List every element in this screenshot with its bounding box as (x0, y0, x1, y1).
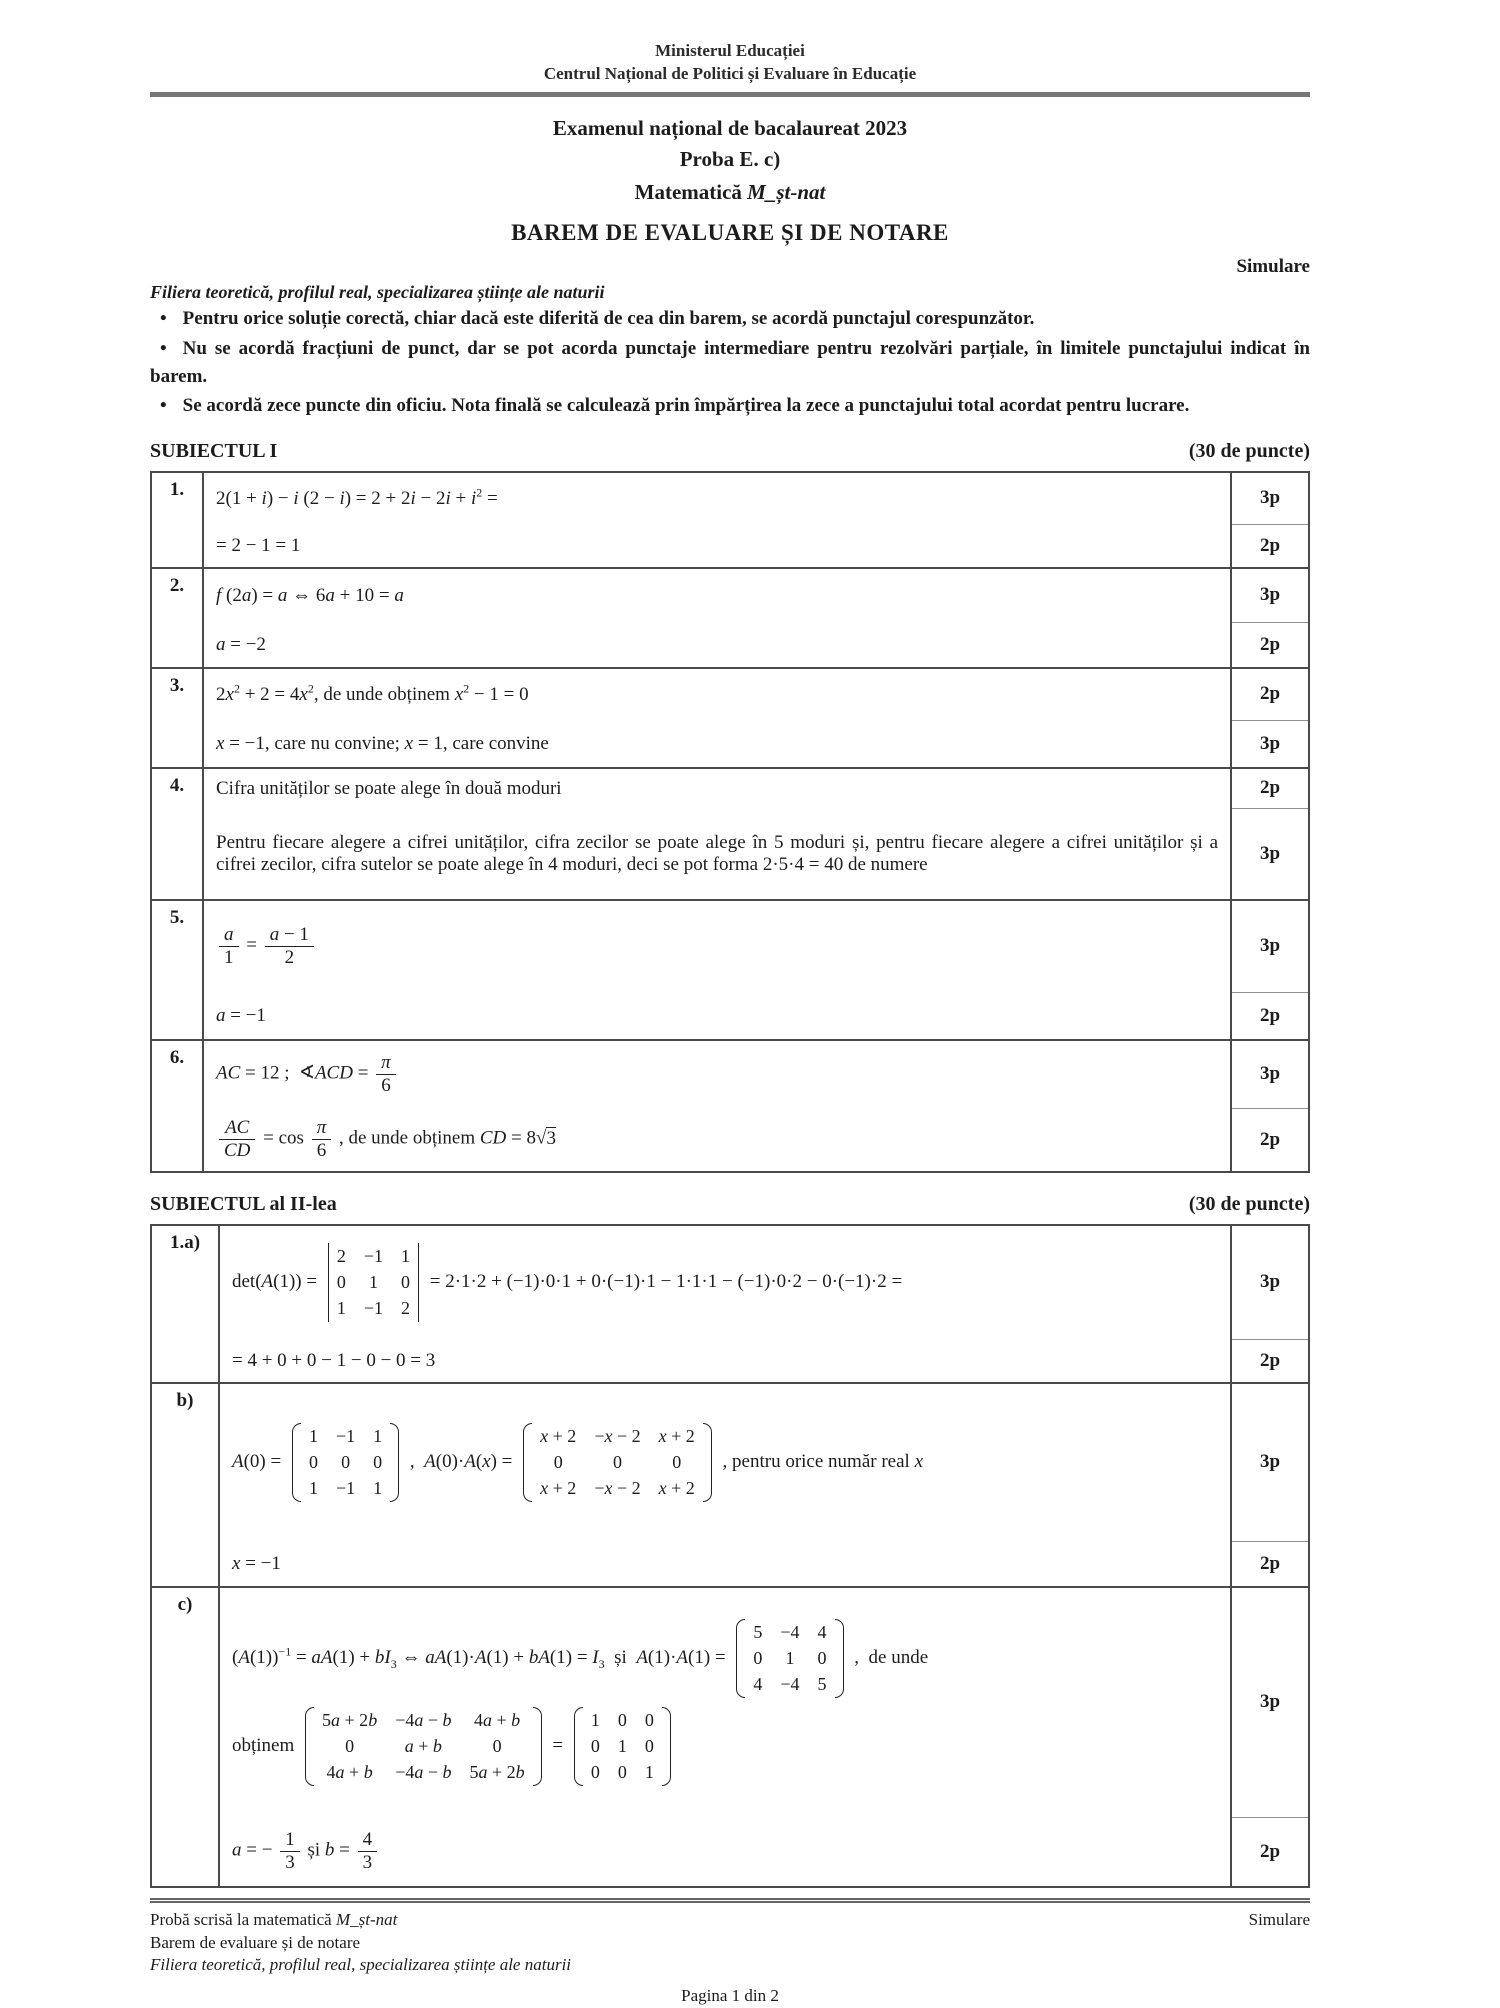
instruction-item (150, 305, 1310, 333)
section-2-points: (30 de puncte) (1188, 1192, 1310, 1215)
matrix-cell: −x − 2 (594, 1478, 641, 1499)
points-cell: 3p (1231, 472, 1309, 525)
paren-left (574, 1707, 583, 1786)
paren-right (533, 1707, 542, 1786)
points-cell: 3p (1231, 1383, 1309, 1542)
matrix-cell: 1 (785, 1648, 795, 1669)
section-2-title: SUBIECTUL al II-lea (150, 1192, 337, 1215)
solution-line: Pentru fiecare alegere a cifrei unităților, cifra zecilor se poate alege în 5 moduri și, pentru fiecare alegere a cifrei unităților și a cifrei zecilor, cifra sutelor se poate alege în 4 moduri, deci se pot forma 2·5·4 = 40 de numere (216, 831, 1218, 875)
instruction-item (150, 335, 1310, 390)
matrix-cell: 5 (753, 1622, 763, 1643)
fraction: $\frac{\pi}{6}$ (376, 1052, 396, 1097)
instruction-item (150, 392, 1310, 420)
ministry-line-2: Centrul Național de Politici și Evaluare în Educație (543, 63, 917, 83)
page-title: BAREM DE EVALUARE ȘI DE NOTARE (511, 220, 949, 246)
matrix-cell: 0 (617, 1762, 627, 1783)
problem-number: 5. (151, 900, 203, 1040)
matrix-cell: 5a + 2b (469, 1762, 525, 1783)
det-bar (418, 1243, 419, 1322)
matrix-cell: 1 (590, 1710, 600, 1731)
scoring-row (151, 993, 1309, 1040)
formula-line (232, 1617, 1218, 1700)
matrix-cell: −4 (780, 1674, 800, 1695)
formula-line (232, 1705, 1218, 1788)
matrix-cell: 0 (590, 1736, 600, 1757)
session-label: Simulare (1236, 256, 1310, 278)
scoring-row (151, 1340, 1309, 1383)
paren-left (305, 1707, 314, 1786)
matrix-cell: 0 (817, 1648, 827, 1669)
points-cell: 2p (1231, 525, 1309, 568)
solution-line: x = −1, care nu convine; x = 1, care convine (216, 732, 549, 754)
scoring-row (151, 1818, 1309, 1887)
solution-line (203, 1040, 1231, 1109)
matrix-cell: 0 (644, 1736, 654, 1757)
solution-line (219, 1818, 1231, 1887)
ministry-header (150, 40, 1310, 86)
matrix-cell: 0 (345, 1736, 355, 1757)
problem-number: b) (151, 1383, 219, 1587)
formula-text: = cos (263, 1127, 304, 1149)
page-content (150, 0, 1310, 2008)
points-cell: 3p (1231, 1040, 1309, 1109)
matrix-cell: 4 (817, 1622, 827, 1643)
matrix-cell: 1 (401, 1246, 411, 1267)
paren-right (835, 1619, 844, 1698)
matrix-cell: 0 (612, 1452, 622, 1473)
formula-text: , A(0)·A(x) = (409, 1450, 518, 1472)
matrix-cell: 4a + b (326, 1762, 373, 1783)
section-2-heading (150, 1193, 1310, 1216)
matrix-cell: 0 (308, 1452, 318, 1473)
matrix-cell: 1 (644, 1762, 654, 1783)
subject-1-table (150, 471, 1310, 1173)
solution-line: $2x^2 + 2 = 4x^2$, de unde obținem $x^2 - 1 = 0$ (216, 681, 529, 705)
problem-number: 2. (151, 568, 203, 668)
problem-number: 6. (151, 1040, 203, 1172)
matrix-cell: a + b (404, 1736, 442, 1757)
exam-subject (150, 176, 1310, 209)
solution-line: = 4 + 0 + 0 − 1 − 0 − 0 = 3 (232, 1349, 436, 1371)
problem-row (151, 900, 1309, 1040)
points-cell: 2p (1231, 668, 1309, 721)
matrix-cell: x + 2 (658, 1478, 695, 1499)
formula-text: , pentru orice număr real x (722, 1450, 923, 1472)
fraction: $\frac{1}{3}$ (280, 1829, 300, 1874)
matrix-cell: 0 (672, 1452, 682, 1473)
scoring-row (151, 900, 1309, 993)
points-cell: 2p (1231, 993, 1309, 1040)
matrix-cell: 1 (308, 1478, 318, 1499)
scoring-row (151, 1225, 1309, 1340)
footer-line-2: Barem de evaluare și de notare (150, 1932, 361, 1952)
footer-page-number: Pagina 1 din 2 (681, 1986, 779, 2006)
exam-title: Examenul național de bacalaureat 2023 (552, 115, 908, 140)
problem-number: c) (151, 1587, 219, 1887)
matrix-cell: 2 (336, 1246, 346, 1267)
problem-row (151, 568, 1309, 668)
scoring-row (151, 668, 1309, 721)
fraction: $\frac{AC}{CD}$ (219, 1117, 255, 1162)
matrix-cell: 1 (308, 1426, 318, 1447)
matrix-cell: 1 (617, 1736, 627, 1757)
matrix (736, 1619, 843, 1698)
matrix-cell: −4a − b (395, 1710, 452, 1731)
header-rule (150, 92, 1310, 97)
formula-text: , de unde obținem CD = 8√3 (338, 1127, 556, 1149)
matrix-cell: −1 (335, 1426, 356, 1447)
formula-text: și b = (307, 1839, 355, 1861)
footer-line-1 (150, 1909, 1310, 1932)
matrix-cell: 0 (644, 1710, 654, 1731)
matrix-cell: −1 (363, 1298, 384, 1319)
matrix-cell: 2 (401, 1298, 411, 1319)
identity-matrix (574, 1707, 671, 1786)
fraction: $\frac{\pi}{6}$ (312, 1117, 332, 1162)
formula-text: , de unde (854, 1646, 929, 1668)
matrix-cell: 4 (753, 1674, 763, 1695)
matrix-cell: 1 (373, 1478, 383, 1499)
subject-code: M_șt-nat (747, 179, 826, 204)
fraction: $\frac{a}{1}$ (219, 924, 239, 969)
matrix-cell: 0 (753, 1648, 763, 1669)
matrix-cell: 0 (617, 1710, 627, 1731)
problem-row (151, 1383, 1309, 1587)
problem-row (151, 768, 1309, 900)
problem-number: 4. (151, 768, 203, 900)
problem-row (151, 1225, 1309, 1383)
paren-right (662, 1707, 671, 1786)
matrix-cell: 1 (336, 1298, 346, 1319)
problem-number: 3. (151, 668, 203, 768)
matrix-cell: 1 (373, 1426, 383, 1447)
paren-right (390, 1423, 399, 1502)
instruction-text: • Nu se acordă fracțiuni de punct, dar se pot acorda punctaje intermediare pentru rezolvări parțiale, în limitele punctajului indicat în barem. (150, 338, 1310, 387)
points-cell: 3p (1231, 1587, 1309, 1818)
scoring-row (151, 809, 1309, 900)
subject-label: Matematică (634, 179, 748, 204)
scoring-row (151, 768, 1309, 809)
section-1-points: (30 de puncte) (1188, 439, 1310, 462)
matrix-cell: 4a + b (474, 1710, 521, 1731)
points-cell: 3p (1231, 900, 1309, 993)
subject-2-table (150, 1224, 1310, 1888)
formula-text: det(A(1)) = (232, 1270, 322, 1292)
paren-left (292, 1423, 301, 1502)
scoring-row (151, 1040, 1309, 1109)
scoring-row (151, 472, 1309, 525)
scoring-row (151, 1109, 1309, 1172)
problem-row (151, 472, 1309, 568)
points-cell: 3p (1231, 809, 1309, 900)
paren-right (703, 1423, 712, 1502)
exam-proba: Proba E. c) (679, 147, 781, 172)
scoring-row (151, 1542, 1309, 1587)
footer-session: Simulare (1248, 1909, 1310, 1929)
solution-line: Cifra unităților se poate alege în două moduri (216, 777, 562, 799)
formula-text: $(A(1))^{-1} = aA(1) + bI_3$ ⇔ $aA(1)\cdot A(1) + bA(1) = I_3$ și A(1)·A(1) = (232, 1644, 731, 1671)
matrix-cell: −1 (335, 1478, 356, 1499)
points-cell: 3p (1231, 721, 1309, 768)
scoring-row (151, 1383, 1309, 1542)
footer-subject-code: M_șt-nat (335, 1909, 398, 1929)
ministry-line-1: Ministerul Educației (655, 41, 805, 60)
matrix-cell: 0 (341, 1452, 351, 1473)
fraction: $\frac{a - 1}{2}$ (265, 924, 314, 969)
solution-line: x = −1 (232, 1552, 281, 1574)
matrix-cell: 5a + 2b (322, 1710, 378, 1731)
paren-left (523, 1423, 532, 1502)
matrix-cell: 1 (368, 1272, 378, 1293)
solution-line (219, 1587, 1231, 1818)
matrix (305, 1707, 542, 1786)
points-cell: 2p (1231, 1109, 1309, 1172)
points-cell: 3p (1231, 568, 1309, 623)
solution-line (219, 1225, 1231, 1340)
solution-line (203, 900, 1231, 993)
solution-line (219, 1383, 1231, 1542)
problem-number: 1. (151, 472, 203, 568)
footer-line-3: Filiera teoretică, profilul real, specializarea științe ale naturii (150, 1955, 572, 1975)
points-cell: 2p (1231, 1818, 1309, 1887)
matrix-cell: −4 (780, 1622, 800, 1643)
formula-text: obținem (232, 1734, 300, 1756)
points-cell: 2p (1231, 623, 1309, 668)
solution-line: f (2a) = a ⇔ 6a + 10 = a (216, 584, 404, 606)
equals-sign: = (552, 1734, 568, 1756)
section-1-heading (150, 440, 1310, 463)
points-cell: 2p (1231, 768, 1309, 809)
instruction-text: • Se acordă zece puncte din oficiu. Nota finală se calculează prin împărțirea la zece a punctajului total acordat pentru lucrare. (150, 395, 1189, 416)
scoring-row (151, 568, 1309, 623)
problem-row (151, 668, 1309, 768)
scoring-row (151, 721, 1309, 768)
track-line: Filiera teoretică, profilul real, specializarea științe ale naturii (150, 282, 605, 303)
points-cell: 2p (1231, 1340, 1309, 1383)
formula-text: = 2·1·2 + (−1)·0·1 + 0·(−1)·1 − 1·1·1 − (−1)·0·2 − 0·(−1)·2 = (429, 1270, 903, 1292)
matrix-cell: 0 (492, 1736, 502, 1757)
page-footer (150, 1898, 1310, 2008)
matrix-cell: −4a − b (395, 1762, 452, 1783)
formula-text: AC = 12 ; ∢ACD = (216, 1062, 374, 1084)
formula-text: A(0) = (232, 1450, 286, 1472)
matrix-cell: 0 (336, 1272, 346, 1293)
matrix-cell: 5 (817, 1674, 827, 1695)
solution-line: 2(1 + i) − i $(2 - i) = 2 + 2i - 2i + i^2$ = (216, 485, 498, 509)
matrix-cell: 0 (553, 1452, 563, 1473)
determinant-matrix (328, 1243, 419, 1322)
formula-text: a = − (232, 1839, 273, 1861)
matrix (523, 1423, 712, 1502)
solution-line: = 2 − 1 = 1 (216, 534, 301, 556)
matrix-cell: −x − 2 (594, 1426, 641, 1447)
footer-proba: Probă scrisă la matematică M_șt-nat (150, 1909, 398, 1929)
problem-row (151, 1587, 1309, 1887)
matrix-cell: −1 (363, 1246, 384, 1267)
matrix-cell: x + 2 (658, 1426, 695, 1447)
matrix-cell: x + 2 (540, 1478, 577, 1499)
matrix-cell: 0 (373, 1452, 383, 1473)
solution-line: a = −2 (216, 633, 266, 655)
points-cell: 3p (1231, 1225, 1309, 1340)
solution-line: a = −1 (216, 1004, 266, 1026)
scoring-row (151, 1587, 1309, 1818)
points-cell: 2p (1231, 1542, 1309, 1587)
section-1-title: SUBIECTUL I (150, 439, 278, 462)
scoring-row (151, 525, 1309, 568)
instructions-list (150, 305, 1310, 419)
solution-line (203, 1109, 1231, 1172)
matrix-cell: 0 (401, 1272, 411, 1293)
problem-number: 1.a) (151, 1225, 219, 1383)
instruction-text: • Pentru orice soluție corectă, chiar dacă este diferită de cea din barem, se acordă punctajul corespunzător. (150, 308, 1034, 329)
matrix-cell: 0 (590, 1762, 600, 1783)
matrix-cell: x + 2 (540, 1426, 577, 1447)
equals-sign: = (246, 934, 257, 956)
problem-row (151, 1040, 1309, 1172)
scoring-row (151, 623, 1309, 668)
paren-left (736, 1619, 745, 1698)
fraction: $\frac{4}{3}$ (358, 1829, 378, 1874)
matrix (292, 1423, 399, 1502)
